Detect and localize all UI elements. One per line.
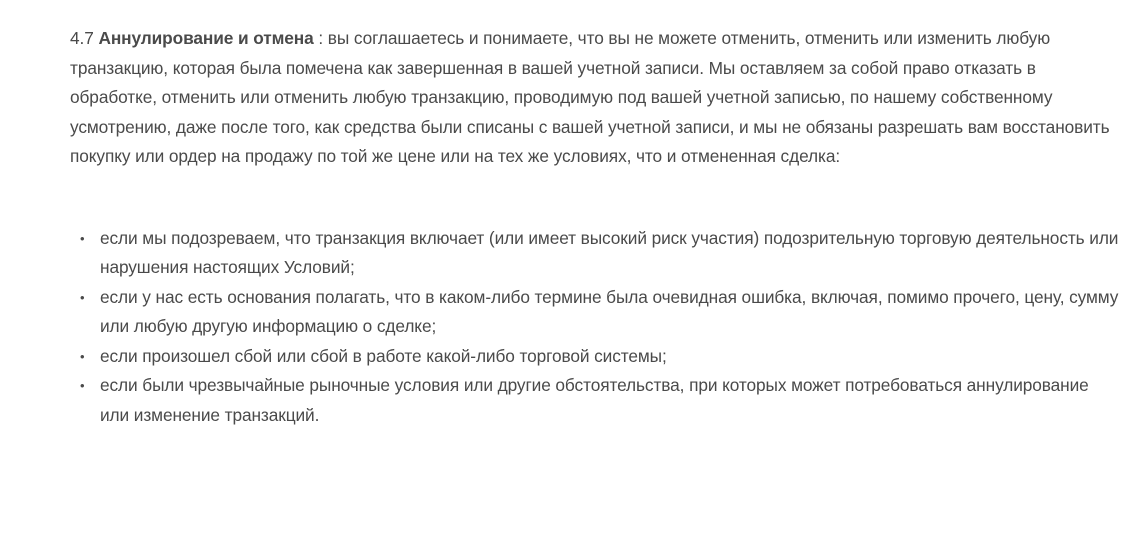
list-item-text: если у нас есть основания полагать, что в каком-либо термине была очевидная ошибка, включая, помимо прочего, цену, сумму или любую другую информацию о сделке; [100,286,1119,336]
list-item-text: если мы подозреваем, что транзакция включает (или имеет высокий риск участия) подозрительную торговую деятельность или нарушения настоящих Условий; [100,227,1119,277]
list-item [70,224,1120,283]
conditions-list [70,224,1120,431]
bullet-icon: • [80,289,85,305]
bullet-icon: • [80,348,85,364]
section-number: 4.7 [70,28,94,48]
list-item [70,283,1120,342]
list-item-text: если произошел сбой или сбой в работе какой-либо торговой системы; [100,345,667,366]
bullet-icon: • [80,230,85,246]
bullet-icon: • [80,378,85,393]
section-intro-text: : вы соглашаетесь и понимаете, что вы не можете отменить, отменить или изменить любую транзакцию, которая была помечена как завершенная в вашей учетной записи. Мы оставляем за собой право отказать в обработке, отменить или отменить любую транзакцию, проводимую под вашей учетной записью, по нашему собственному усмотрению, даже после того, как средства были списаны с вашей учетной записи, и мы не обязаны разрешать вам восстановить покупку или ордер на продажу по той же цене или на тех же условиях, что и отмененная сделка: [70,28,1110,166]
list-item [70,342,1120,372]
list-item [70,371,1120,430]
terms-section-4-7 [70,24,1120,430]
section-paragraph [70,24,1120,172]
section-heading: Аннулирование и отмена [98,28,314,48]
list-item-text: если были чрезвычайные рыночные условия или другие обстоятельства, при которых может потребоваться аннулирование или изменение транзакций. [100,375,1089,425]
